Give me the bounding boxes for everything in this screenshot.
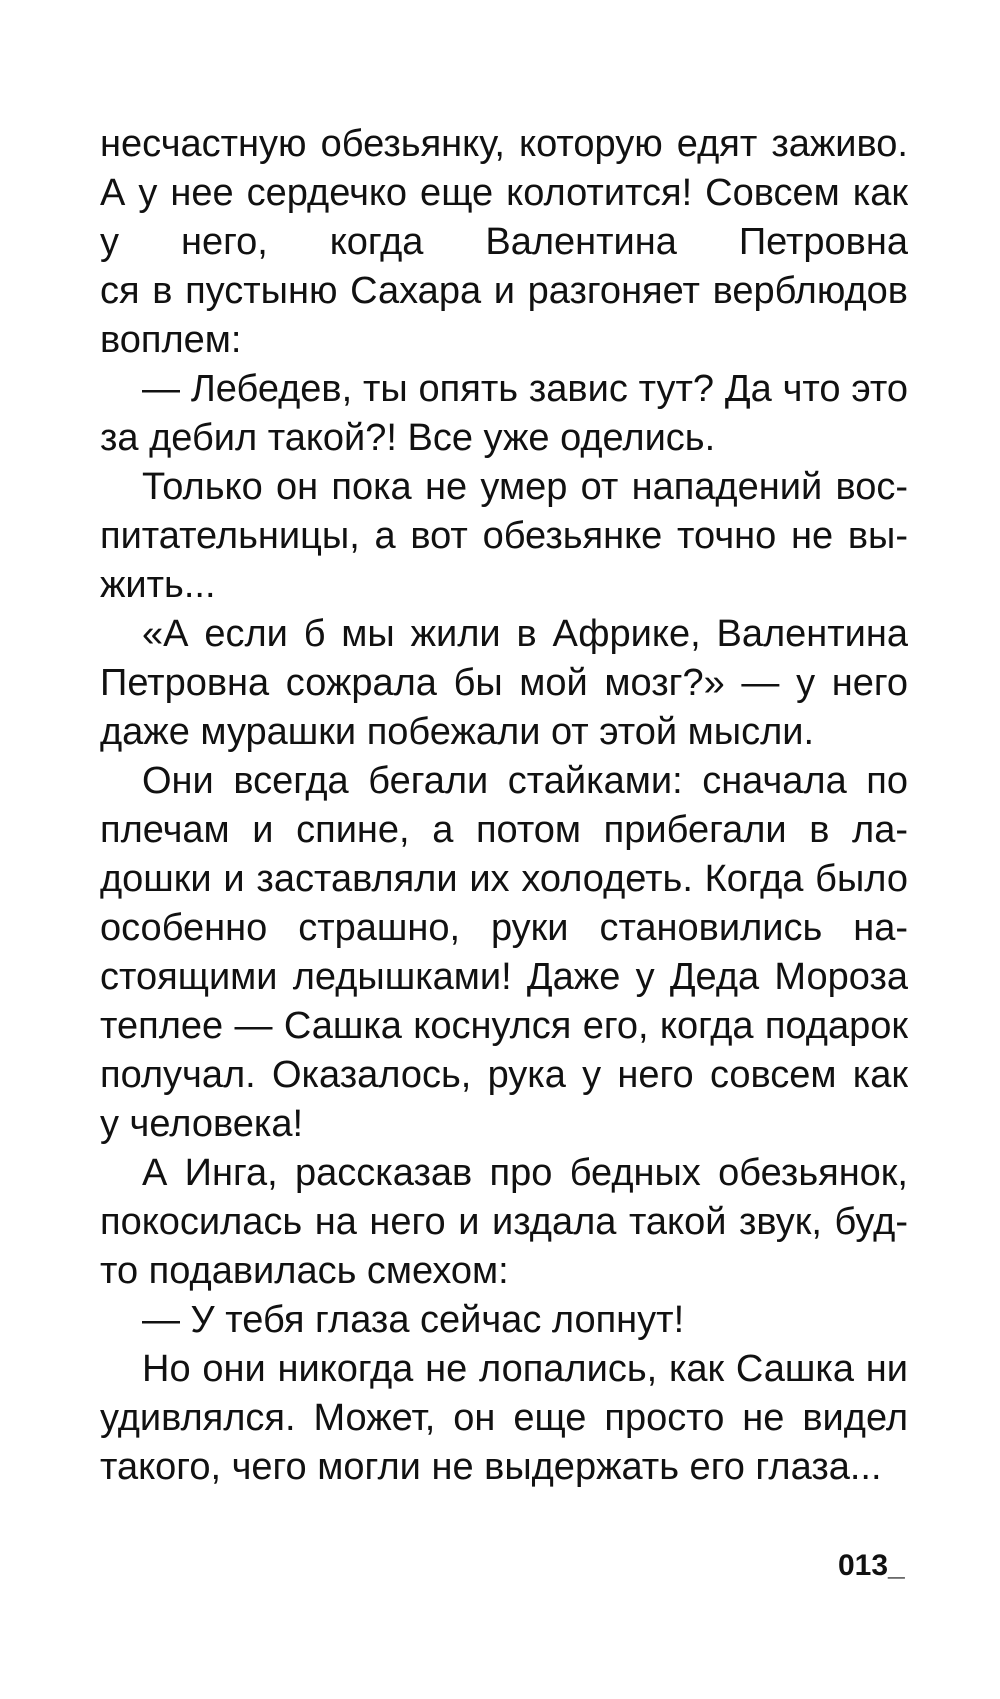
text-line: то подавилась смехом:: [100, 1250, 509, 1292]
text-line: у человека!: [100, 1103, 304, 1145]
text-line: Они всегда бегали стайками: сначала по: [142, 760, 908, 802]
text-line: покосилась на него и издала такой звук, буд-: [100, 1201, 908, 1243]
text-line: воплем:: [100, 319, 242, 361]
text-line: дошки и заставляли их холодеть. Когда было: [100, 858, 908, 900]
text-line: особенно страшно, руки становились на-: [100, 907, 908, 949]
body-text: [100, 120, 908, 1492]
text-line: у него, когда Валентина Петровна: [100, 221, 908, 263]
text-line: теплее — Сашка коснулся его, когда подарок: [100, 1005, 908, 1047]
text-line: Только он пока не умер от нападений вос-: [142, 466, 908, 508]
text-line: плечам и спине, а потом прибегали в ла-: [100, 809, 908, 851]
text-line: ся в пустыню Сахара и разгоняет верблюдов: [100, 270, 908, 312]
text-line: Но они никогда не лопались, как Сашка ни: [142, 1348, 908, 1390]
text-line: стоящими ледышками! Даже у Деда Мороза: [100, 956, 908, 998]
text-line: «А если б мы жили в Африке, Валентина: [142, 613, 908, 655]
text-line: получал. Оказалось, рука у него совсем как: [100, 1054, 908, 1096]
page-number: 013_: [838, 1549, 905, 1582]
text-line: несчастную обезьянку, которую едят заживо.: [100, 123, 908, 165]
text-line: удивлялся. Может, он еще просто не видел: [100, 1397, 908, 1439]
text-line: А Инга, рассказав про бедных обезьянок,: [142, 1152, 908, 1194]
text-line: А у нее сердечко еще колотится! Совсем как: [100, 172, 908, 214]
text-line: — Лебедев, ты опять завис тут? Да что это: [142, 368, 908, 410]
text-line: за дебил такой?! Все уже оделись.: [100, 417, 716, 459]
text-line: такого, чего могли не выдержать его глаза...: [100, 1446, 882, 1488]
text-line: жить...: [100, 564, 216, 606]
text-line: Петровна сожрала бы мой мозг?» — у него: [100, 662, 908, 704]
text-line: даже мурашки побежали от этой мысли.: [100, 711, 815, 753]
text-line: питательницы, а вот обезьянке точно не вы-: [100, 515, 908, 557]
text-line: — У тебя глаза сейчас лопнут!: [142, 1299, 685, 1341]
